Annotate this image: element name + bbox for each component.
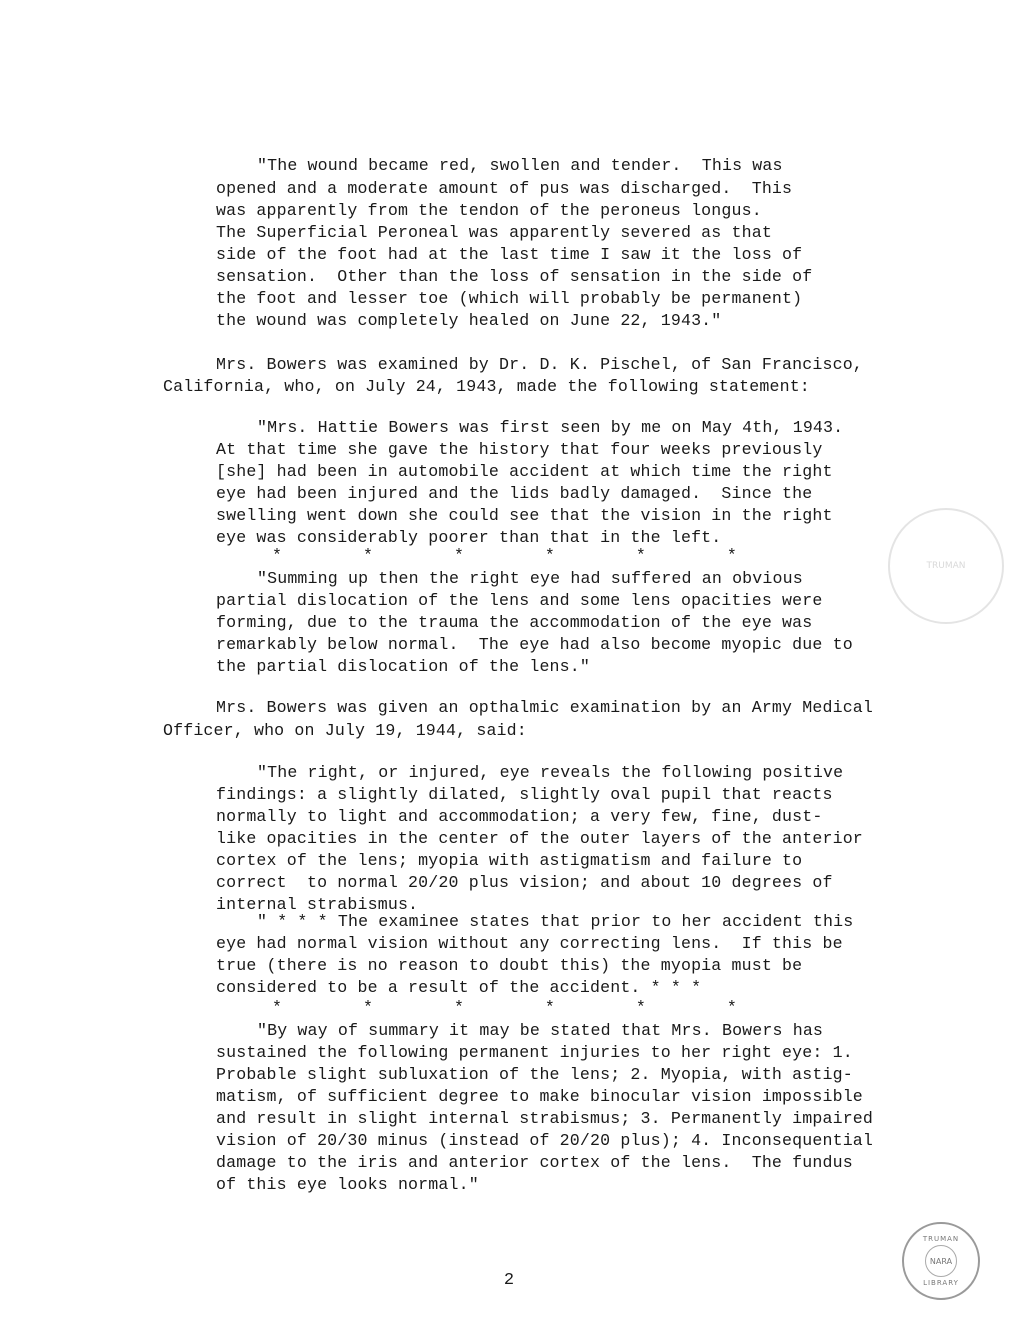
text-line: swelling went down she could see that the vision in the right (216, 506, 833, 525)
page-number: 2 (503, 1271, 515, 1290)
text-line: [she] had been in automobile accident at which time the right (216, 462, 833, 481)
text-line: the foot and lesser toe (which will probably be permanent) (216, 289, 803, 308)
text-line: eye was considerably poorer than that in the left. (216, 528, 722, 547)
text-line: "By way of summary it may be stated that Mrs. Bowers has (257, 1021, 824, 1040)
text-line: side of the foot had at the last time I saw it the loss of (216, 245, 803, 264)
ellipsis-line: * * * * * * (272, 998, 737, 1017)
ellipsis-line: * * * * * * (272, 546, 737, 565)
text-line: partial dislocation of the lens and some lens opacities were (216, 591, 823, 610)
text-line: forming, due to the trauma the accommodation of the eye was (216, 613, 813, 632)
text-line: sustained the following permanent injuries to her right eye: 1. (216, 1043, 853, 1062)
text-line: "The right, or injured, eye reveals the following positive (257, 763, 844, 782)
text-line: findings: a slightly dilated, slightly oval pupil that reacts (216, 785, 833, 804)
text-line: " * * * The examinee states that prior to her accident this (257, 912, 854, 931)
text-line: damage to the iris and anterior cortex of the lens. The fundus (216, 1153, 853, 1172)
nara-stamp-bottom: LIBRARY (923, 1279, 959, 1287)
text-line: Mrs. Bowers was given an opthalmic examination by an Army Medical (216, 698, 874, 717)
text-line: Mrs. Bowers was examined by Dr. D. K. Pischel, of San Francisco, (216, 355, 863, 374)
text-line: "The wound became red, swollen and tender. This was (257, 156, 783, 175)
text-line: normally to light and accommodation; a very few, fine, dust- (216, 807, 823, 826)
text-line: of this eye looks normal." (216, 1175, 479, 1194)
text-line: California, who, on July 24, 1943, made the following statement: (163, 377, 810, 396)
text-line: opened and a moderate amount of pus was discharged. This (216, 179, 793, 198)
text-line: correct to normal 20/20 plus vision; and about 10 degrees of (216, 873, 833, 892)
text-line: cortex of the lens; myopia with astigmatism and failure to (216, 851, 803, 870)
text-line: matism, of sufficient degree to make binocular vision impossible (216, 1087, 863, 1106)
text-line: sensation. Other than the loss of sensation in the side of (216, 267, 813, 286)
text-line: At that time she gave the history that four weeks previously (216, 440, 823, 459)
text-line: "Summing up then the right eye had suffered an obvious (257, 569, 803, 588)
text-line: the wound was completely healed on June 22, 1943." (216, 311, 722, 330)
library-stamp-faint-text: TRUMAN (926, 561, 966, 571)
nara-stamp-top: TRUMAN (922, 1235, 960, 1243)
text-line: Officer, who on July 19, 1944, said: (163, 721, 527, 740)
text-line: and result in slight internal strabismus; 3. Permanently impaired (216, 1109, 874, 1128)
nara-stamp-text: NARA (929, 1256, 953, 1266)
nara-stamp (902, 1222, 980, 1300)
library-stamp-faint (888, 508, 1004, 624)
text-line: true (there is no reason to doubt this) the myopia must be (216, 956, 803, 975)
text-line: "Mrs. Hattie Bowers was first seen by me on May 4th, 1943. (257, 418, 844, 437)
text-line: the partial dislocation of the lens." (216, 657, 590, 676)
text-line: internal strabismus. (216, 895, 419, 914)
text-line: considered to be a result of the accident. * * * (216, 978, 702, 997)
text-line: The Superficial Peroneal was apparently severed as that (216, 223, 772, 242)
text-line: eye had normal vision without any correcting lens. If this be (216, 934, 843, 953)
text-line: vision of 20/30 minus (instead of 20/20 plus); 4. Inconsequential (216, 1131, 874, 1150)
text-line: remarkably below normal. The eye had also become myopic due to (216, 635, 853, 654)
text-line: Probable slight subluxation of the lens; 2. Myopia, with astig- (216, 1065, 853, 1084)
text-line: like opacities in the center of the outer layers of the anterior (216, 829, 863, 848)
text-line: was apparently from the tendon of the peroneus longus. (216, 201, 762, 220)
nara-stamp-center (925, 1245, 957, 1277)
text-line: eye had been injured and the lids badly damaged. Since the (216, 484, 813, 503)
